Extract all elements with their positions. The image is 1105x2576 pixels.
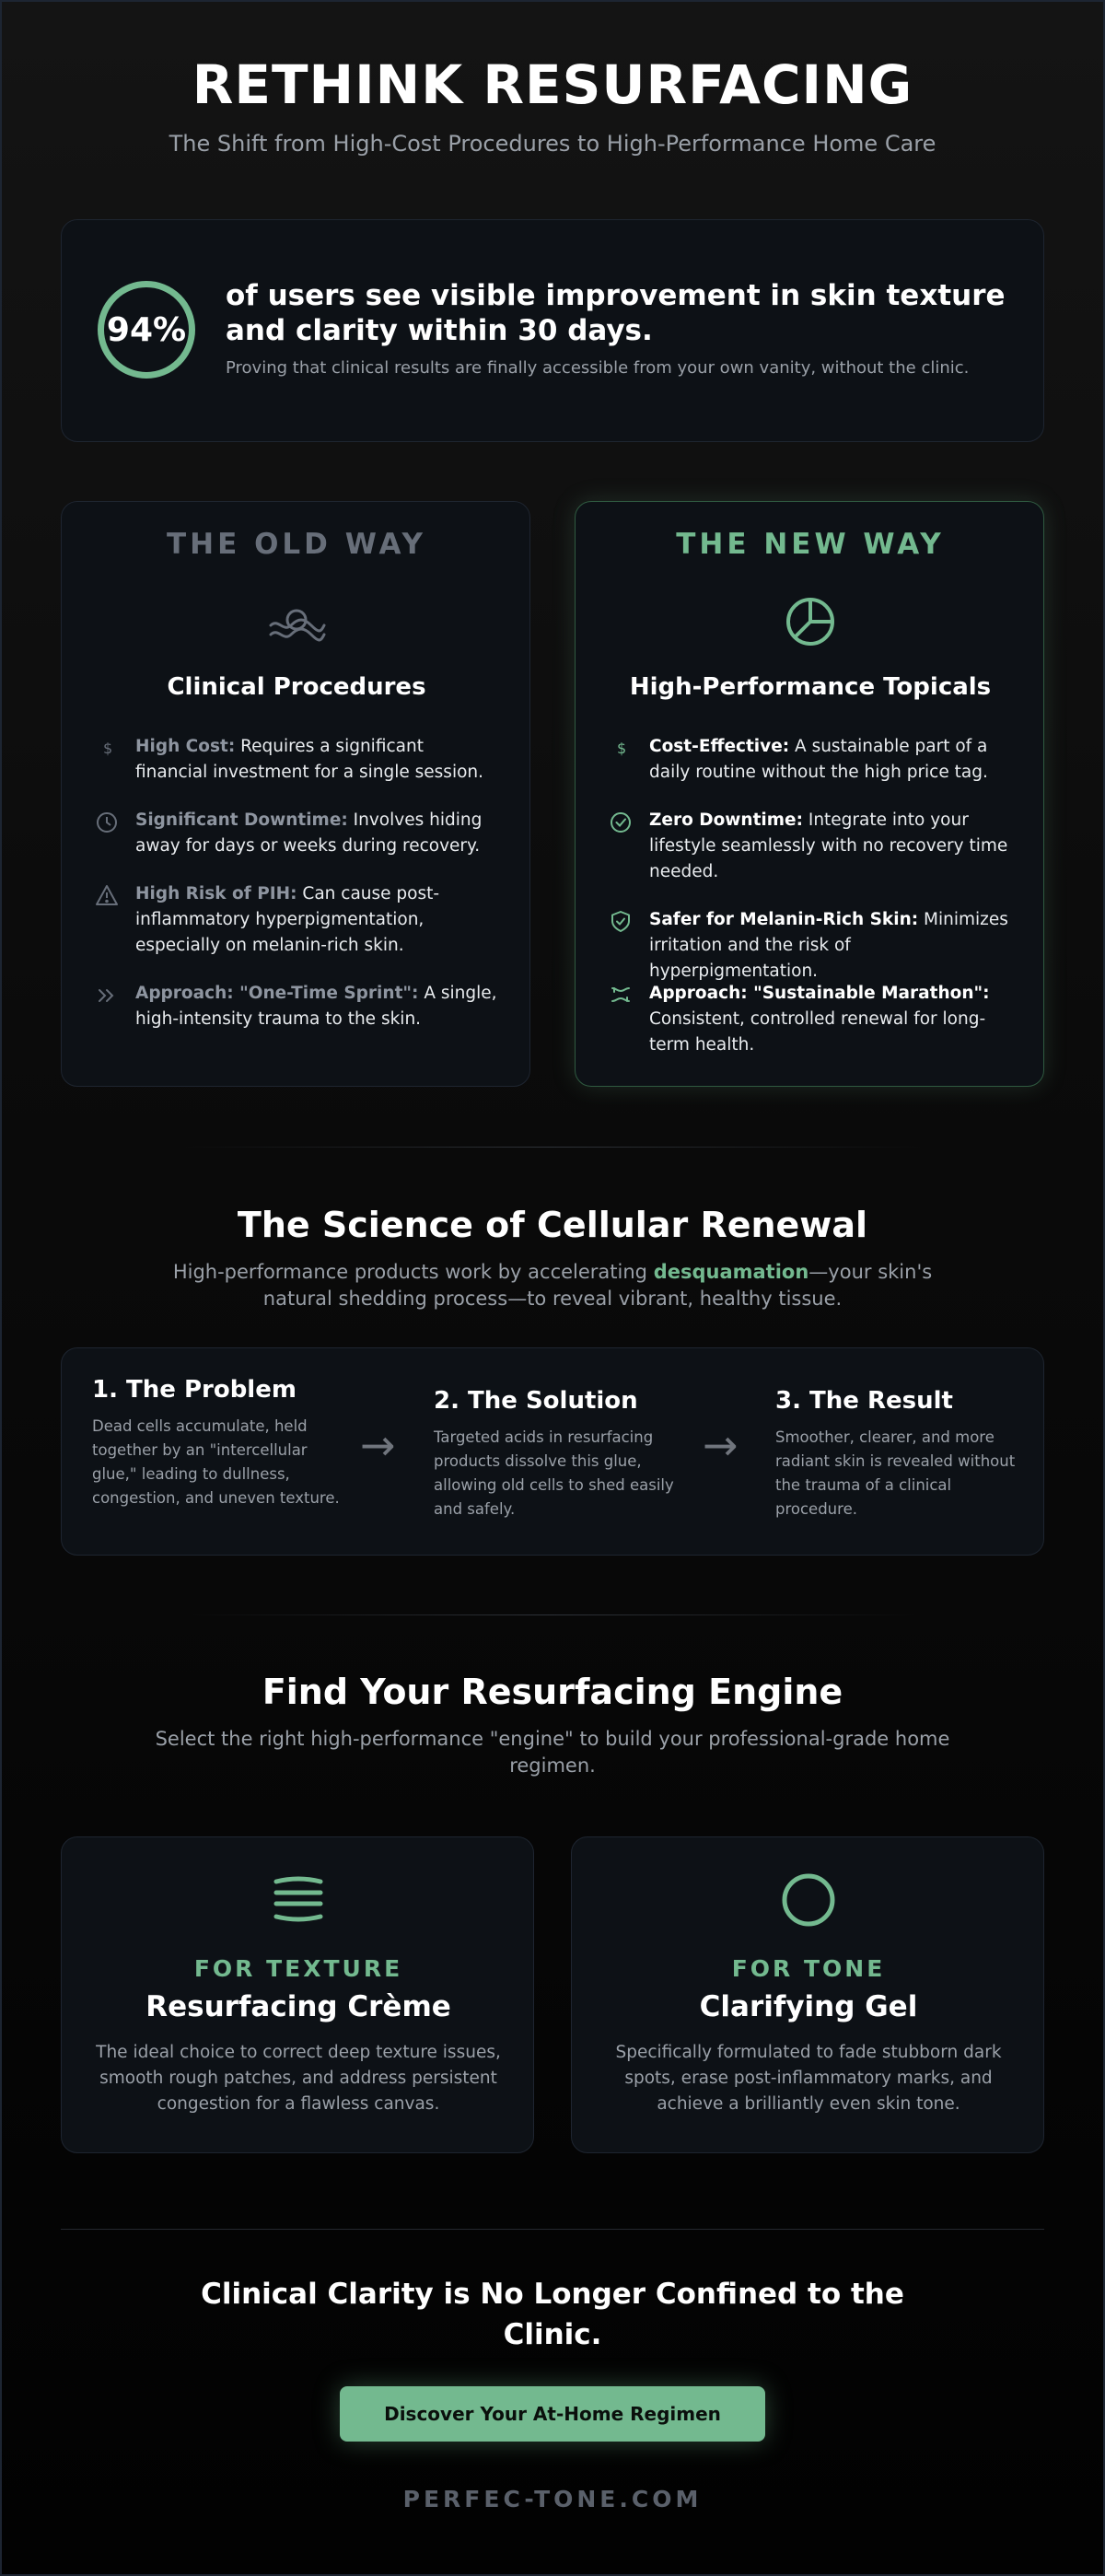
page-title: RETHINK RESURFACING: [192, 53, 913, 116]
list-item: Zero Downtime: Integrate into your lifestyle seamlessly with no recovery time needed.: [609, 808, 1014, 885]
step-title: 1. The Problem: [92, 1376, 297, 1404]
engine-desc: Specifically formulated to fade stubborn dark spots, erase post-inflammatory marks, and achieve a brilliantly even skin tone.: [615, 2043, 1002, 2114]
step-text: Targeted acids in resurfacing products dissolve this glue, allowing old cells to shed easily and safely.: [434, 1428, 674, 1518]
infinity-icon: [609, 981, 633, 1005]
engine-card-tone: [571, 1836, 1044, 2153]
new-way-name: High-Performance Topicals: [629, 673, 992, 701]
pie-chart-icon: [576, 596, 1045, 647]
section-divider: [184, 1614, 921, 1615]
engines-desc: Select the right high-performance "engine" to build your professional-grade home regimen.: [155, 1728, 950, 1777]
section-divider: [184, 1147, 921, 1148]
discover-regimen-button[interactable]: Discover Your At-Home Regimen: [340, 2386, 765, 2442]
double-chevron-icon: [95, 981, 119, 1005]
engine-tag: FOR TEXTURE: [193, 1955, 403, 1982]
svg-text:$: $: [617, 740, 627, 757]
new-way-label: THE NEW WAY: [676, 528, 945, 561]
old-way-card: [61, 501, 530, 1087]
steps-card: [61, 1347, 1044, 1556]
clock-icon: [95, 808, 119, 832]
stat-headline: of users see visible improvement in skin texture and clarity within 30 days.: [226, 279, 1006, 347]
step-solution: [434, 1387, 682, 1521]
step-problem: [92, 1376, 341, 1510]
shield-check-icon: [609, 907, 633, 931]
list-item: High Risk of PIH: Can cause post-inflammatory hyperpigmentation, especially on melanin-rich skin.: [95, 881, 500, 959]
arrow-right-icon: →: [360, 1420, 396, 1470]
list-item: Significant Downtime: Involves hiding away for days or weeks during recovery.: [95, 808, 500, 859]
science-desc: High-performance products work by accelerating desquamation—your skin's natural shedding process—to reveal vibrant, healthy tissue.: [172, 1261, 933, 1310]
list-item: Safer for Melanin-Rich Skin: Minimizes irritation and the risk of hyperpigmentation.: [609, 907, 1014, 985]
engine-desc: The ideal choice to correct deep texture issues, smooth rough patches, and address persistent congestion for a flawless canvas.: [96, 2043, 501, 2114]
stat-value: 94%: [106, 310, 187, 349]
engine-name: Resurfacing Crème: [145, 1990, 451, 2023]
list-item: Approach: "Sustainable Marathon": Consistent, controlled renewal for long-term health.: [609, 981, 1014, 1058]
circle-icon: [572, 1872, 1045, 1928]
page-subtitle: The Shift from High-Cost Procedures to High-Performance Home Care: [169, 131, 936, 157]
step-title: 2. The Solution: [434, 1387, 638, 1415]
layers-icon: [62, 1876, 535, 1924]
footer-site-link[interactable]: PERFEC-TONE.COM: [402, 2486, 703, 2512]
arrow-right-icon: →: [703, 1420, 739, 1470]
dollar-icon: [95, 734, 119, 758]
stat-ring: [98, 281, 195, 379]
stat-subtext: Proving that clinical results are finally accessible from your own vanity, without the clinic.: [226, 358, 970, 378]
dollar-icon: [609, 734, 633, 758]
engine-card-texture: [61, 1836, 534, 2153]
new-way-card: [575, 501, 1044, 1087]
engine-name: Clarifying Gel: [699, 1990, 918, 2023]
step-result: [775, 1387, 1024, 1521]
svg-text:$: $: [103, 740, 113, 757]
list-item: $ High Cost: Requires a significant financial investment for a single session.: [95, 734, 500, 786]
science-highlight: desquamation: [653, 1261, 809, 1283]
cta-title: Clinical Clarity is No Longer Confined to the Clinic.: [201, 2278, 904, 2351]
old-way-label: THE OLD WAY: [167, 528, 426, 561]
engine-tag: FOR TONE: [731, 1955, 886, 1982]
step-title: 3. The Result: [775, 1387, 953, 1415]
step-text: Dead cells accumulate, held together by an "intercellular glue," leading to dullness, congestion, and uneven texture.: [92, 1417, 340, 1507]
old-way-name: Clinical Procedures: [167, 673, 426, 701]
list-item: Approach: "One-Time Sprint": A single, high-intensity trauma to the skin.: [95, 981, 500, 1032]
engines-title: Find Your Resurfacing Engine: [262, 1672, 843, 1712]
list-item: $ Cost-Effective: A sustainable part of a daily routine without the high price tag.: [609, 734, 1014, 786]
science-title: The Science of Cellular Renewal: [237, 1205, 868, 1245]
wave-tangle-icon: [62, 605, 531, 646]
warning-icon: [95, 881, 119, 905]
step-text: Smoother, clearer, and more radiant skin is revealed without the trauma of a clinical procedure.: [775, 1428, 1016, 1518]
check-circle-icon: [609, 808, 633, 832]
section-divider: [61, 2229, 1044, 2230]
